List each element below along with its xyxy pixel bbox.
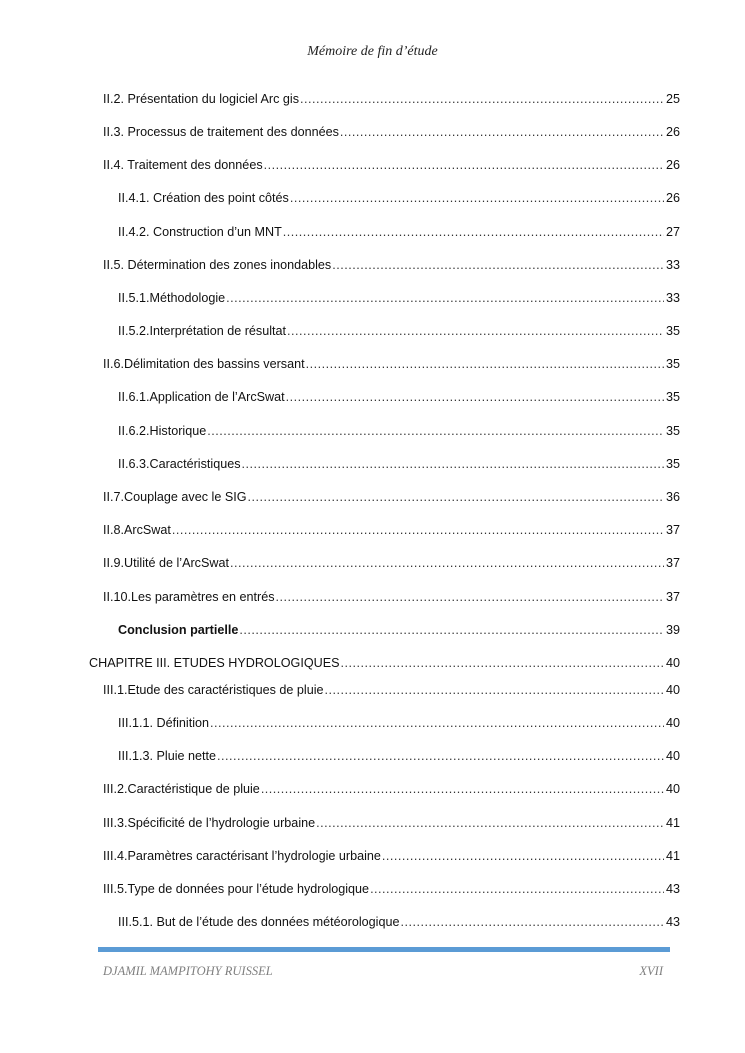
toc-entry-title: Couplage avec le SIG xyxy=(124,490,247,504)
toc-leader-dots xyxy=(283,224,664,240)
toc-entry-title: Caractéristiques xyxy=(149,457,241,471)
toc-entry-title: II.5. Détermination des zones inondables xyxy=(103,258,332,272)
toc-entry-2-7 xyxy=(103,489,680,505)
toc-leader-dots xyxy=(242,456,664,472)
footer-page-number: XVII xyxy=(639,964,663,978)
toc-entry-title: III.1.1. Définition xyxy=(118,716,210,730)
toc-entry-title: Application de l’ArcSwat xyxy=(149,390,285,404)
footer-rule xyxy=(98,947,670,952)
toc-leader-dots xyxy=(400,914,664,930)
toc-entry-page: 35 xyxy=(666,390,681,404)
toc-entry-title: Méthodologie xyxy=(149,291,226,305)
toc-entry-title: III.1.3. Pluie nette xyxy=(118,749,217,763)
toc-entry-number: II.6.1. xyxy=(118,390,150,404)
toc-entry-2-5 xyxy=(103,257,680,273)
toc-entry-page: 25 xyxy=(666,92,681,106)
toc-entry-title: II.4.1. Création des point côtés xyxy=(118,191,289,205)
page-header-title: Mémoire de fin d’étude xyxy=(307,44,438,59)
toc-leader-dots xyxy=(239,622,664,638)
toc-entry-page: 27 xyxy=(666,225,681,239)
toc-entry-number: II.5.2. xyxy=(118,324,150,338)
toc-leader-dots xyxy=(290,190,664,206)
toc-leader-dots xyxy=(300,91,664,107)
toc-entry-3-5-1 xyxy=(118,914,680,930)
toc-entry-page: 43 xyxy=(666,882,681,896)
toc-entry-2-6 xyxy=(103,356,680,372)
toc-entry-number: II.6.2. xyxy=(118,424,150,438)
toc-leader-dots xyxy=(217,748,664,764)
toc-entry-page: 43 xyxy=(666,915,681,929)
toc-leader-dots xyxy=(340,124,664,140)
toc-entry-title: II.2. Présentation du logiciel Arc gis xyxy=(103,92,300,106)
toc-entry-2-4 xyxy=(103,157,680,173)
toc-entry-title: Délimitation des bassins versant xyxy=(124,357,305,371)
toc-leader-dots xyxy=(210,715,664,731)
toc-entry-page: 41 xyxy=(666,849,681,863)
toc-entry-number: II.9. xyxy=(103,556,124,570)
toc-entry-page: 40 xyxy=(666,749,681,763)
toc-entry-title: CHAPITRE III. ETUDES HYDROLOGIQUES xyxy=(89,656,340,670)
toc-entry-title: III.5.1. But de l’étude des données météorologique xyxy=(118,915,400,929)
toc-entry-page: 40 xyxy=(666,716,681,730)
toc-leader-dots xyxy=(341,655,664,671)
toc-leader-dots xyxy=(325,682,664,698)
toc-entry-page: 40 xyxy=(666,683,681,697)
toc-entry-number: II.10. xyxy=(103,590,132,604)
toc-leader-dots xyxy=(230,555,664,571)
toc-leader-dots xyxy=(276,589,664,605)
toc-leader-dots xyxy=(332,257,664,273)
toc-entry-2-5-2 xyxy=(118,323,680,339)
toc-entry-2-9 xyxy=(103,555,680,571)
toc-entry-page: 35 xyxy=(666,424,681,438)
toc-leader-dots xyxy=(207,423,664,439)
toc-leader-dots xyxy=(226,290,664,306)
toc-entry-number: III.4. xyxy=(103,849,128,863)
toc-entry-number: III.3. xyxy=(103,816,128,830)
toc-entry-page: 33 xyxy=(666,258,681,272)
toc-entry-3-4 xyxy=(103,848,680,864)
toc-entry-number: II.7. xyxy=(103,490,124,504)
toc-leader-dots xyxy=(382,848,664,864)
toc-entry-number: II.5.1. xyxy=(118,291,150,305)
toc-entry-page: 26 xyxy=(666,191,681,205)
toc-entry-page: 35 xyxy=(666,357,681,371)
toc-entry-2-4-1 xyxy=(118,190,680,206)
toc-entry-title: Interprétation de résultat xyxy=(149,324,287,338)
toc-entry-page: 35 xyxy=(666,324,681,338)
toc-entry-3-1-3 xyxy=(118,748,680,764)
toc-leader-dots xyxy=(172,522,664,538)
toc-leader-dots xyxy=(248,489,664,505)
toc-entry-title: Les paramètres en entrés xyxy=(131,590,275,604)
toc-entry-2-8 xyxy=(103,522,680,538)
toc-entry-3-3 xyxy=(103,815,680,831)
toc-entry-number: III.5. xyxy=(103,882,128,896)
toc-leader-dots xyxy=(370,881,664,897)
toc-entry-3-1 xyxy=(103,682,680,698)
toc-entry-title: Conclusion partielle xyxy=(118,623,239,637)
toc-entry-number: III.1. xyxy=(103,683,128,697)
toc-entry-page: 40 xyxy=(666,782,681,796)
toc-entry-2-5-1 xyxy=(118,290,680,306)
toc-entry-number: II.8. xyxy=(103,523,124,537)
toc-entry-title: Historique xyxy=(149,424,207,438)
toc-entry-title: Utilité de l’ArcSwat xyxy=(124,556,229,570)
toc-entry-3-2 xyxy=(103,781,680,797)
toc-entry-title: ArcSwat xyxy=(124,523,171,537)
toc-entry-chapitre-3 xyxy=(89,655,680,671)
toc-entry-number: II.6. xyxy=(103,357,124,371)
toc-entry-page: 39 xyxy=(666,623,681,637)
toc-leader-dots xyxy=(286,389,664,405)
toc-entry-title: II.4. Traitement des données xyxy=(103,158,263,172)
toc-entry-title: Paramètres caractérisant l’hydrologie urbaine xyxy=(127,849,381,863)
toc-entry-page: 26 xyxy=(666,125,681,139)
toc-entry-page: 35 xyxy=(666,457,681,471)
toc-entry-2-3 xyxy=(103,124,680,140)
toc-leader-dots xyxy=(261,781,664,797)
toc-entry-title: II.3. Processus de traitement des données xyxy=(103,125,339,139)
toc-entry-title: Spécificité de l’hydrologie urbaine xyxy=(127,816,316,830)
toc-leader-dots xyxy=(306,356,664,372)
toc-entry-2-6-1 xyxy=(118,389,680,405)
toc-entry-number: II.6.3. xyxy=(118,457,150,471)
toc-leader-dots xyxy=(264,157,664,173)
toc-entry-title: Etude des caractéristiques de pluie xyxy=(127,683,324,697)
toc-entry-conclusion-partielle xyxy=(118,622,680,638)
toc-entry-2-10 xyxy=(103,589,680,605)
toc-entry-page: 41 xyxy=(666,816,681,830)
toc-entry-2-6-2 xyxy=(118,423,680,439)
toc-entry-title: Caractéristique de pluie xyxy=(127,782,260,796)
toc-entry-3-1-1 xyxy=(118,715,680,731)
toc-entry-page: 36 xyxy=(666,490,681,504)
toc-entry-page: 37 xyxy=(666,556,681,570)
toc-entry-page: 37 xyxy=(666,523,681,537)
toc-entry-number: III.2. xyxy=(103,782,128,796)
toc-entry-3-5 xyxy=(103,881,680,897)
toc-entry-page: 33 xyxy=(666,291,681,305)
toc-entry-title: II.4.2. Construction d’un MNT xyxy=(118,225,282,239)
toc-entry-title: Type de données pour l’étude hydrologique xyxy=(127,882,370,896)
toc-entry-page: 26 xyxy=(666,158,681,172)
toc-leader-dots xyxy=(316,815,664,831)
toc-entry-2-2 xyxy=(103,91,680,107)
toc-entry-2-4-2 xyxy=(118,224,680,240)
toc-leader-dots xyxy=(287,323,664,339)
footer-author: DJAMIL MAMPITOHY RUISSEL xyxy=(103,964,273,978)
toc-entry-2-6-3 xyxy=(118,456,680,472)
toc-entry-page: 37 xyxy=(666,590,681,604)
toc-entry-page: 40 xyxy=(666,656,681,670)
